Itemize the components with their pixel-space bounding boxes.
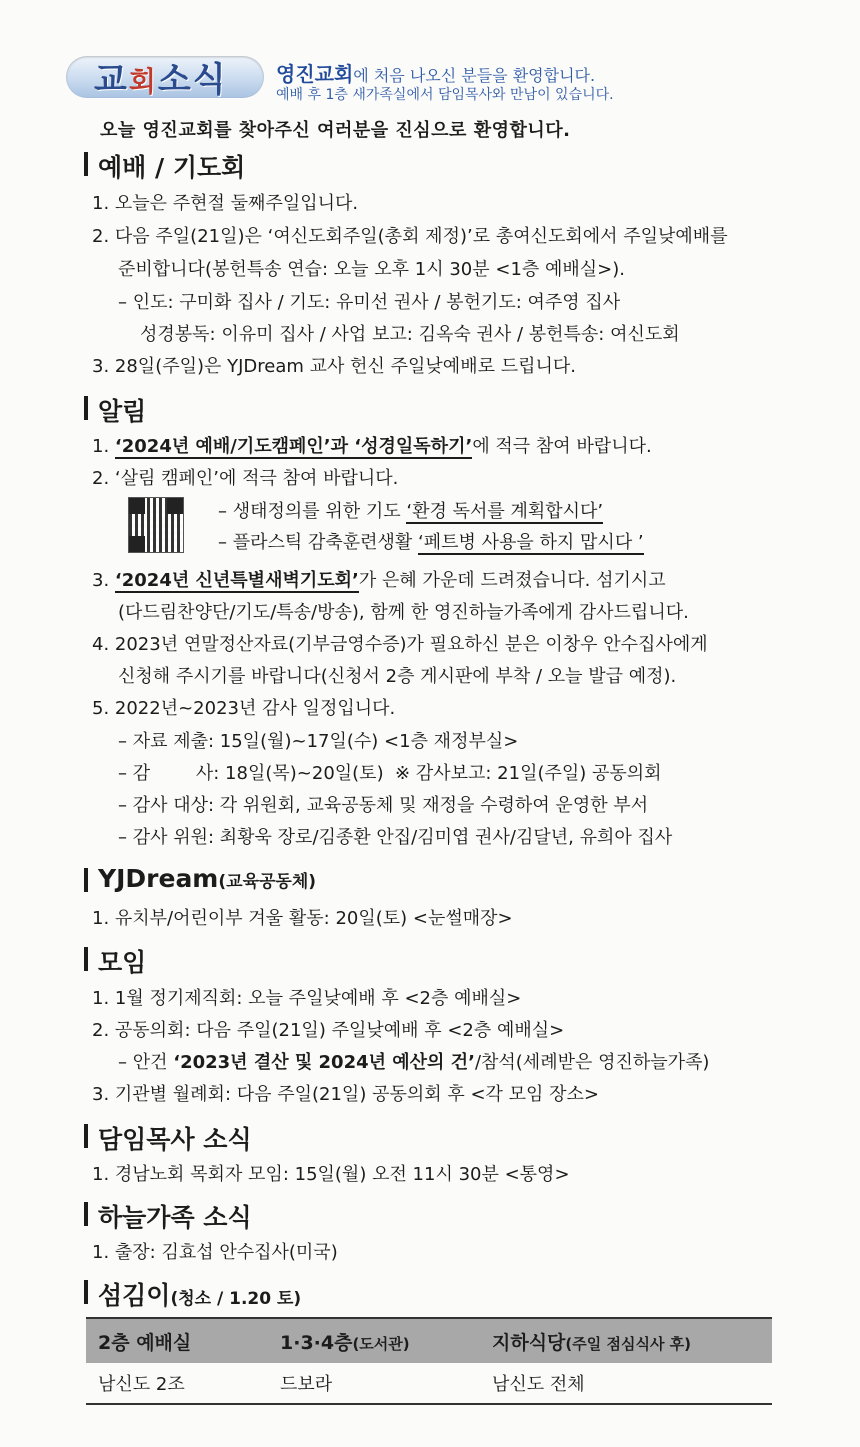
list-item: 2. 다음 주일(21일)은 ‘여신도회주일(총회 제정)’로 총여신도회에서 주일낮예배를: [92, 226, 728, 247]
list-item: 1. 오늘은 주현절 둘째주일입니다.: [92, 193, 359, 214]
list-item: 3. 기관별 월례회: 다음 주일(21일) 공동의회 후 <각 모임 장소>: [92, 1084, 599, 1105]
list-subitem: – 플라스틱 감축훈련생활 ‘페트병 사용을 하지 맙시다 ’: [218, 532, 644, 553]
service-table: [86, 1317, 772, 1405]
list-subitem: – 감사 대상: 각 위원회, 교육공동체 및 재정을 수령하여 운영한 부서: [118, 795, 649, 816]
list-item-continuation: 준비합니다(봉헌특송 연습: 오늘 오후 1시 30분 <1층 예배실>).: [118, 259, 626, 280]
list-subitem: – 감사 위원: 최황욱 장로/김종환 안집/김미엽 권사/김달년, 유희아 집사: [118, 827, 673, 848]
column-header: 1·3·4층(도서관): [268, 1318, 480, 1363]
list-item-continuation: 신청해 주시기를 바랍니다(신청서 2층 게시판에 부착 / 오늘 발급 예정).: [118, 666, 677, 687]
newcomer-meeting-info: 예배 후 1층 새가족실에서 담임목사와 만남이 있습니다.: [276, 87, 614, 103]
column-header: 지하식당(주일 점심식사 후): [480, 1318, 772, 1363]
table-cell: 남신도 2조: [86, 1363, 268, 1404]
section-badge-title: 교회소식: [94, 60, 228, 100]
section-title-yjdream: YJDream(교육공동체): [84, 864, 316, 893]
section-title-worship: 예배 / 기도회: [84, 148, 245, 184]
list-subitem: – 감 사: 18일(목)~20일(토) ※ 감사보고: 21일(주일) 공동의회: [118, 763, 662, 784]
list-item: 1. ‘2024년 예배/기도캠페인’과 ‘성경일독하기’에 적극 참여 바랍니다.: [92, 436, 652, 457]
list-subitem: – 안건 ‘2023년 결산 및 2024년 예산의 건’/참석(세례받은 영진하늘가족): [118, 1052, 710, 1073]
church-name: 영진교회: [276, 62, 354, 86]
list-subitem: – 생태정의를 위한 기도 ‘환경 독서를 계획합시다’: [218, 501, 604, 522]
table-cell: 드보라: [268, 1363, 480, 1404]
section-title-service: 섬김이(청소 / 1.20 토): [84, 1276, 301, 1312]
section-title-meeting: 모임: [84, 943, 146, 979]
section-title-notice: 알림: [84, 392, 146, 428]
table-row: [86, 1363, 772, 1404]
qr-code-icon: [128, 497, 184, 553]
section-title-family: 하늘가족 소식: [84, 1198, 252, 1234]
column-header: 2층 예배실: [86, 1318, 268, 1363]
list-item: 4. 2023년 연말정산자료(기부금영수증)가 필요하신 분은 이창우 안수집사에게: [92, 634, 708, 655]
section-title-pastor: 담임목사 소식: [84, 1120, 252, 1156]
table-header-row: [86, 1318, 772, 1363]
list-subitem: 성경봉독: 이유미 집사 / 사업 보고: 김옥숙 권사 / 봉헌특송: 여신도회: [140, 324, 680, 345]
list-item-continuation: (다드림찬양단/기도/특송/방송), 함께 한 영진하늘가족에게 감사드립니다.: [118, 602, 689, 623]
list-item: 1. 유치부/어린이부 겨울 활동: 20일(토) <눈썰매장>: [92, 908, 513, 929]
campaign-highlight: ‘2024년 예배/기도캠페인’과 ‘성경일독하기’: [114, 436, 473, 457]
list-item: 2. 공동의회: 다음 주일(21일) 주일낮예배 후 <2층 예배실>: [92, 1020, 565, 1041]
list-item: 3. ‘2024년 신년특별새벽기도회’가 은혜 가운데 드려졌습니다. 섬기시고: [92, 570, 666, 591]
newcomer-greeting: 영진교회에 처음 나오신 분들을 환영합니다.: [276, 62, 596, 86]
table-cell: 남신도 전체: [480, 1363, 772, 1404]
list-item: 2. ‘살림 캠페인’에 적극 참여 바랍니다.: [92, 468, 399, 489]
list-item: 1. 경남노회 목회자 모임: 15일(월) 오전 11시 30분 <통영>: [92, 1164, 570, 1185]
list-item: 1. 출장: 김효섭 안수집사(미국): [92, 1242, 338, 1263]
list-subitem: – 자료 제출: 15일(월)~17일(수) <1층 재정부실>: [118, 731, 519, 752]
list-subitem: – 인도: 구미화 집사 / 기도: 유미선 권사 / 봉헌기도: 여주영 집사: [118, 292, 621, 313]
list-item: 5. 2022년~2023년 감사 일정입니다.: [92, 698, 396, 719]
list-item: 3. 28일(주일)은 YJDream 교사 헌신 주일낮예배로 드립니다.: [92, 356, 576, 377]
welcome-message: 오늘 영진교회를 찾아주신 여러분을 진심으로 환영합니다.: [100, 120, 571, 141]
list-item: 1. 1월 정기제직회: 오늘 주일낮예배 후 <2층 예배실>: [92, 988, 522, 1009]
